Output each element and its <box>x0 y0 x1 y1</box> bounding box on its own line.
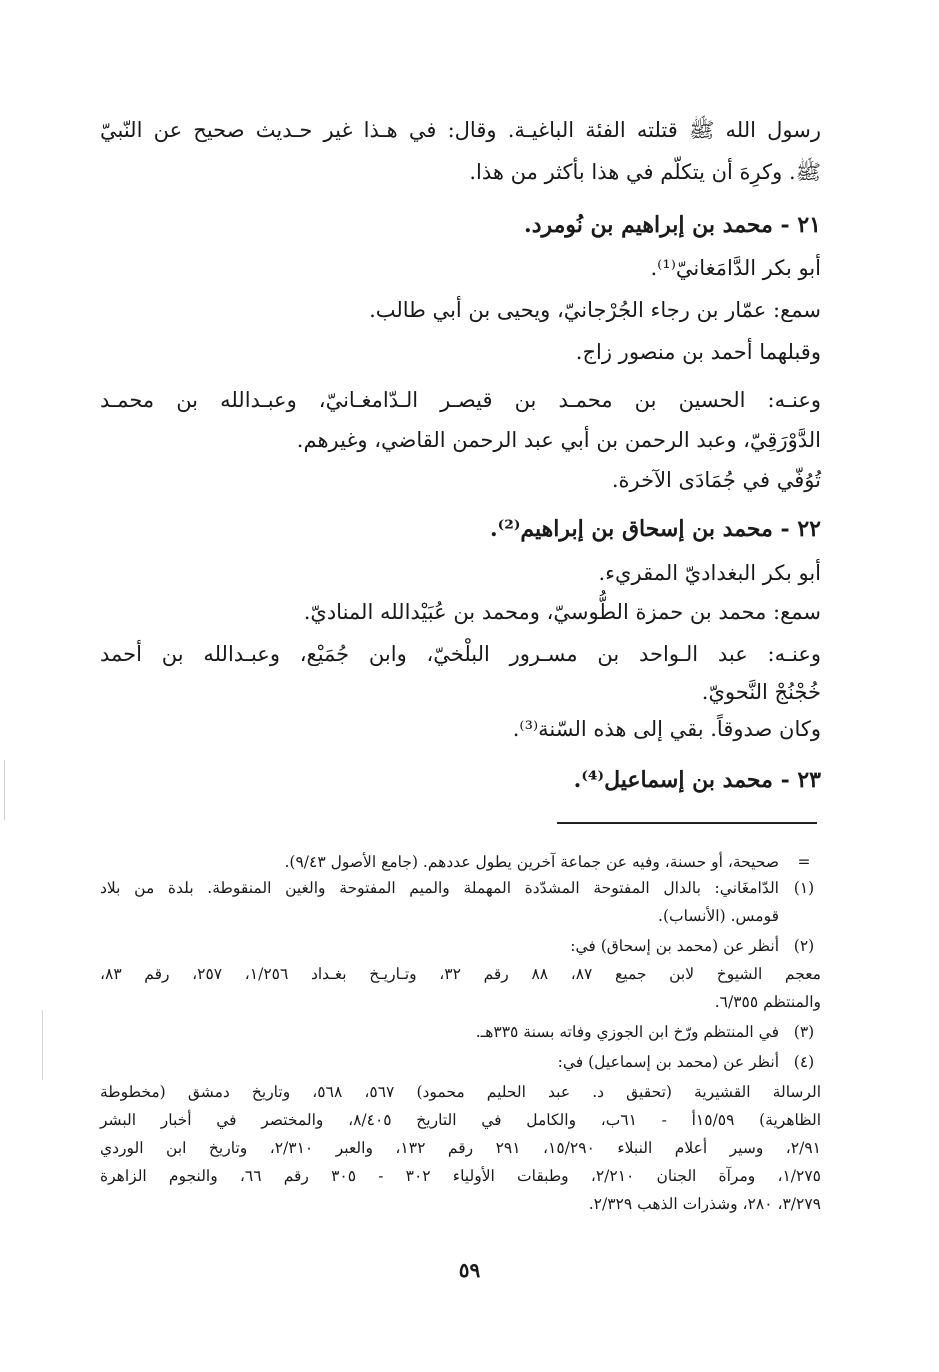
footnote-text: الظاهرية) ١٥/٥٩أ - ٦١ب، والكامل في التاريخ ٨/٤٠٥، والمختصر في أخبار البشر <box>100 1111 821 1129</box>
entry-heard-from: سمع: محمد بن حمزة الطُّوسيّ، ومحمد بن عُبَيْدالله المناديّ. <box>303 600 821 624</box>
entry-note: وقبلهما أحمد بن منصور زاج. <box>575 340 821 364</box>
entry-note: وكان صدوقاً. بقي إلى هذه السّنة⁽³⁾. <box>512 717 821 741</box>
footnote-text: قومس. (الأنساب). <box>658 907 779 925</box>
footnote-marker: = <box>797 853 811 871</box>
footnote-separator <box>557 822 817 824</box>
entry-heading-21: ٢١ - محمد بن إبراهيم بن نُومرد. <box>524 212 821 238</box>
footnote-text: الدّامغَاني: بالدال المفتوحة المشدّدة المهملة والميم المفتوحة والغين المنقوطة. بلدة من بلاد <box>100 879 779 897</box>
footnote-text: أنظر عن (محمد بن إسماعيل) في: <box>557 1053 779 1071</box>
footnote-text: ٣/٢٧٩، ٢٨٠، وشذرات الذهب ٢/٣٢٩. <box>588 1195 821 1213</box>
page-number: ٥٩ <box>458 1258 481 1282</box>
footnote-text: في المنتظم ورّخ ابن الجوزي وفاته بسنة ٣٣٥هـ. <box>475 1023 779 1041</box>
footnote-text: معجم الشيوخ لابن جميع ٨٧، ٨٨ رقم ٣٢، وتـاريـخ بغـداد ١/٢٥٦، ٢٥٧، رقم ٨٣، <box>100 965 821 983</box>
entry-death: تُوُفّي في جُمَادَى الآخرة. <box>611 468 821 492</box>
scan-margin-mark <box>4 760 5 820</box>
body-line: ﷺ. وكرِهَ أن يتكلّم في هذا بأكثر من هذا. <box>469 160 821 184</box>
entry-kunya: أبو بكر الدَّامَغانيّ⁽¹⁾. <box>650 256 821 280</box>
footnote-text: ١/٢٧٥، ومرآة الجنان ٢/٢١٠، وطبقات الأولياء ٣٠٢ - ٣٠٥ رقم ٦٦، والنجوم الزاهرة <box>100 1167 821 1185</box>
footnote-number: (١) <box>793 879 815 897</box>
footnote-number: (٤) <box>793 1053 815 1071</box>
footnote-number: (٣) <box>793 1023 815 1041</box>
footnote-text: الرسالة القشيرية (تحقيق د. عبد الحليم محمود) ٥٦٧، ٥٦٨، وتاريخ دمشق (مخطوطة <box>100 1083 821 1101</box>
entry-heading-22: ٢٢ - محمد بن إسحاق بن إبراهيم⁽²⁾. <box>489 516 821 542</box>
entry-heading-23: ٢٣ - محمد بن إسماعيل⁽⁴⁾. <box>573 767 821 793</box>
footnote-text: والمنتظم ٦/٣٥٥. <box>714 993 821 1011</box>
footnote-text: صحيحة، أو حسنة، وفيه عن جماعة آخرين يطول عددهم. (جامع الأصول ٩/٤٣). <box>284 853 779 871</box>
entry-narrators: وعنـه: عبد الـواحد بن مسـرور البلْخيّ، وابن جُمَيْع، وعبـدالله بن أحمد <box>100 642 821 666</box>
footnote-text: ٢/٩١، وسير أعلام النبلاء ١٥/٢٩٠، ٢٩١ رقم ١٣٢، والعبر ٢/٣١٠، وتاريخ ابن الوردي <box>100 1139 821 1157</box>
body-line: رسول الله ﷺ قتلته الفئة الباغيـة. وقال: في هـذا غير حـديث صحيح عن النّبيّ <box>100 118 821 142</box>
entry-narrators: خُجْنُجْ النَّحويّ. <box>701 680 821 704</box>
entry-heard-from: سمع: عمّار بن رجاء الجُرْجانيّ، ويحيى بن أبي طالب. <box>369 298 821 322</box>
entry-kunya: أبو بكر البغداديّ المقريء. <box>598 561 821 585</box>
entry-narrators: الدَّوْرَقِيّ، وعبد الرحمن بن أبي عبد الرحمن القاضي، وغيرهم. <box>296 428 821 452</box>
footnote-number: (٢) <box>793 937 815 955</box>
entry-narrators: وعنـه: الحسين بن محمـد بن قيصـر الـدّامغـانيّ، وعبـدالله بن محمـد <box>100 388 821 412</box>
scan-margin-mark <box>42 1010 43 1080</box>
footnote-text: أنظر عن (محمد بن إسحاق) في: <box>570 937 779 955</box>
